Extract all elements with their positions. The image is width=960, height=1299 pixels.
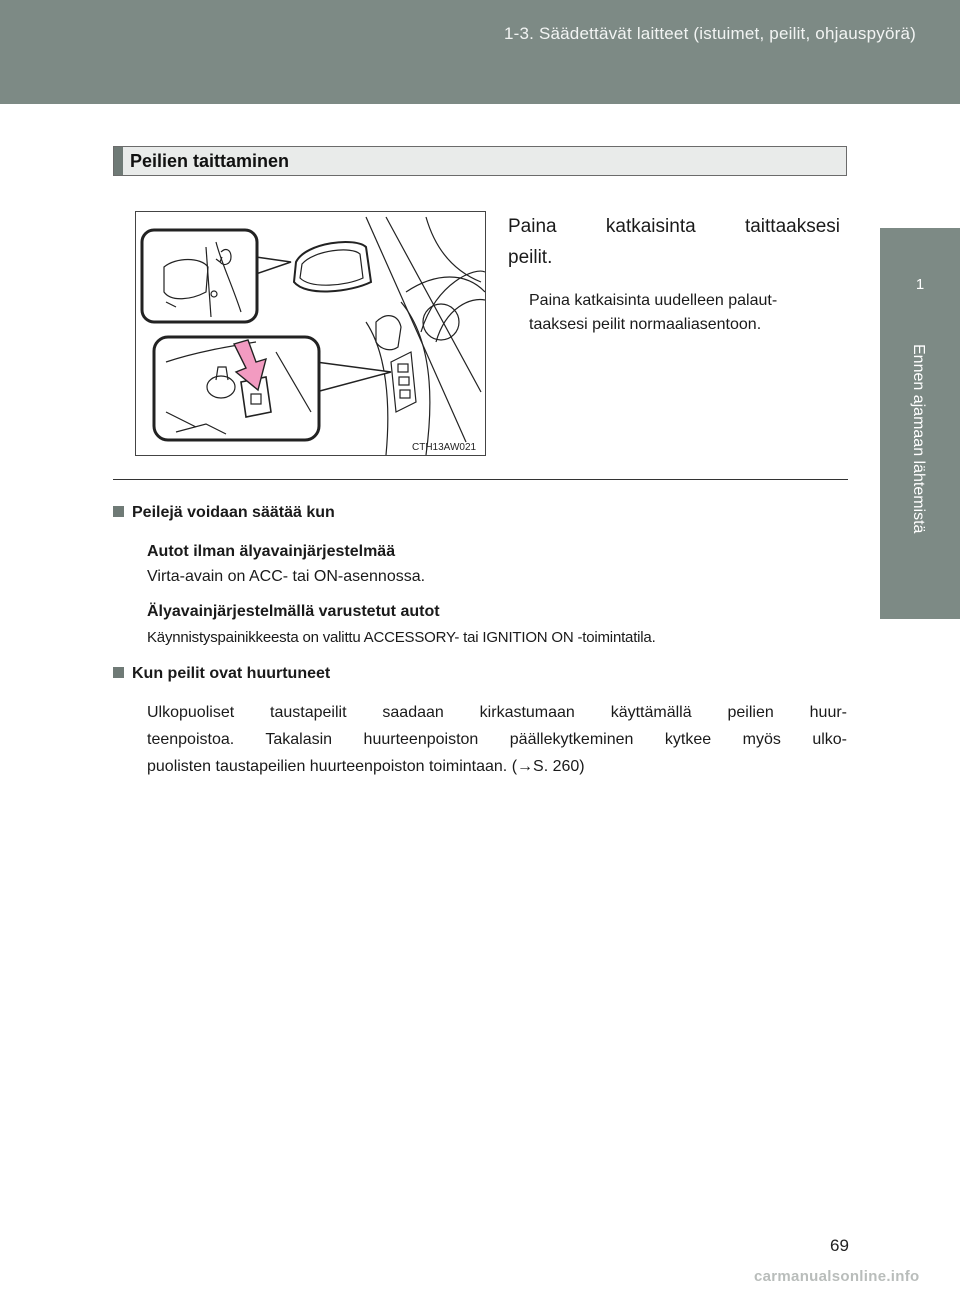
note-paragraph-line: puolisten taustapeilien huurteenpoiston toimintaan. (→S. 260) (147, 758, 585, 775)
instruction-main-line2: peilit. (508, 247, 553, 268)
mirror-fold-illustration (135, 211, 486, 456)
note-text: Käynnistyspainikkeesta on valittu ACCESSORY- tai IGNITION ON -toimintatila. (147, 629, 656, 646)
side-tab-label: Ennen ajamaan lähtemistä (910, 344, 927, 534)
note-paragraph (147, 699, 847, 780)
chapter-title: 1-3. Säädettävät laitteet (istuimet, peilit, ohjauspyörä) (503, 24, 916, 43)
side-tab-number: 1 (915, 276, 925, 293)
illustration-drawing (136, 212, 485, 455)
note-subheading: Autot ilman älyavainjärjestelmää (147, 543, 396, 560)
note-text: Virta-avain on ACC- tai ON-asennossa. (147, 568, 426, 585)
instruction-word: katkaisinta (605, 216, 696, 237)
instruction-main (508, 211, 840, 273)
section-divider (113, 479, 848, 480)
note-heading-adjust (113, 504, 335, 522)
section-heading (113, 146, 847, 176)
figure-code: CTH13AW021 (412, 442, 477, 453)
note-paragraph-line: teenpoistoa. Takalasin huurteenpoiston päällekytkeminen kytkee myös ulko- (147, 731, 847, 748)
instruction-sub-line1: Paina katkaisinta uudelleen palaut- (529, 292, 778, 309)
note-heading-fogged (113, 665, 330, 683)
instruction-sub (529, 289, 845, 337)
instruction-sub-line2: taaksesi peilit normaaliasentoon. (529, 316, 762, 333)
square-bullet-icon (113, 667, 124, 678)
instruction-word: taittaaksesi (744, 216, 840, 237)
square-bullet-icon (113, 506, 124, 517)
instruction-word: Paina (508, 216, 557, 237)
section-heading-text: Peilien taittaminen (130, 151, 290, 171)
note-paragraph-line: Ulkopuoliset taustapeilit saadaan kirkastumaan käyttämällä peilien huur- (147, 704, 847, 721)
note-subheading: Älyavainjärjestelmällä varustetut autot (147, 603, 440, 620)
header-bar (0, 0, 960, 104)
heading-accent (114, 147, 123, 175)
note-heading-text: Peilejä voidaan säätää kun (132, 504, 335, 521)
page-number: 69 (830, 1236, 849, 1255)
watermark: carmanualsonline.info (754, 1268, 920, 1285)
instruction-main-line1 (508, 211, 840, 242)
note-heading-text: Kun peilit ovat huurtuneet (132, 665, 331, 682)
